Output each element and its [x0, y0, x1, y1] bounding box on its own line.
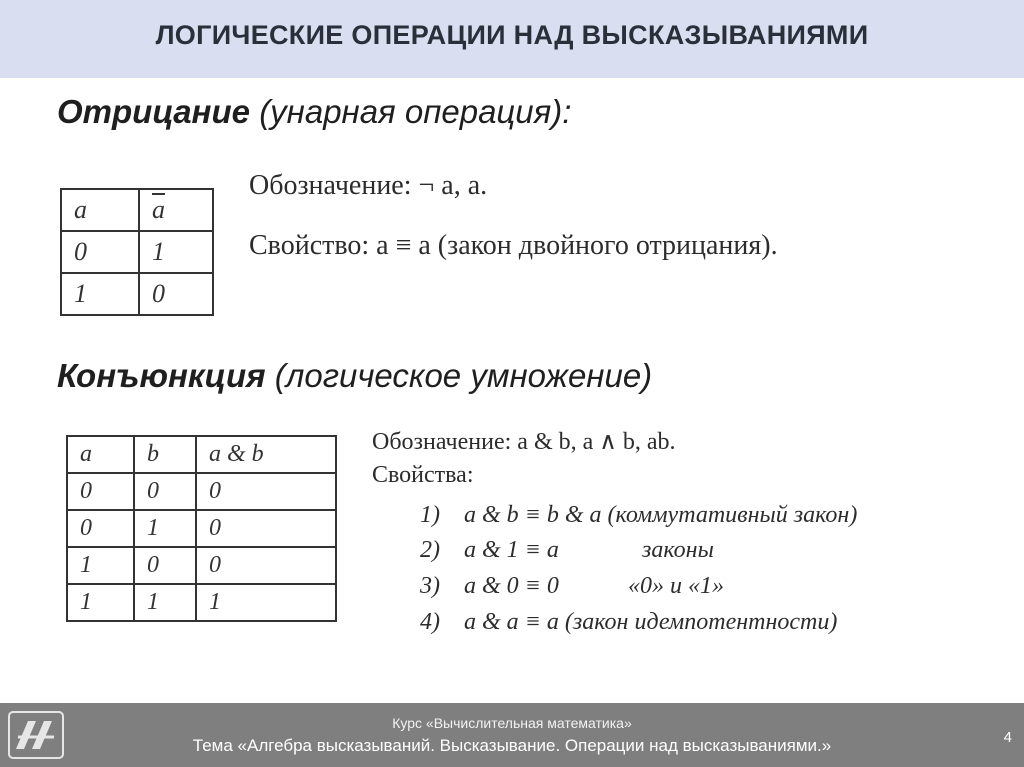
- footer-course: Курс «Вычислительная математика»: [392, 715, 632, 731]
- conjunction-property: [420, 609, 837, 636]
- laws-note: законы: [642, 537, 714, 563]
- table-cell: 1: [196, 584, 336, 621]
- conjunction-designation: Обозначение: a & b, a ∧ b, ab.: [372, 429, 676, 455]
- negation-name: Отрицание: [57, 93, 251, 130]
- table-cell: 1: [67, 547, 134, 584]
- conjunction-properties-label: Свойства:: [372, 462, 474, 488]
- table-row: [67, 584, 336, 621]
- property-number: 2): [420, 537, 440, 563]
- table-row: [67, 436, 336, 473]
- property-text: a & b ≡ b & a (коммутативный закон): [464, 502, 858, 528]
- table-cell: 1: [139, 231, 213, 273]
- slide-footer: [0, 703, 1024, 767]
- table-cell: 0: [67, 510, 134, 547]
- conjunction-property: [420, 573, 559, 600]
- table-row: [61, 231, 213, 273]
- conjunction-truth-table: [66, 435, 337, 622]
- property-text: a & 1 ≡ a: [464, 537, 559, 563]
- page-number: 4: [1003, 729, 1012, 746]
- table-cell: 0: [67, 473, 134, 510]
- conjunction-heading: [57, 357, 652, 395]
- conjunction-qualifier: (логическое умножение): [274, 357, 653, 394]
- table-header-cell: a & b: [196, 436, 336, 473]
- conjunction-property: [420, 502, 857, 529]
- negation-truth-table: [60, 188, 214, 316]
- table-row: [67, 473, 336, 510]
- table-cell: 0: [196, 547, 336, 584]
- slide-title: ЛОГИЧЕСКИЕ ОПЕРАЦИИ НАД ВЫСКАЗЫВАНИЯМИ: [155, 20, 869, 50]
- table-cell: 0: [196, 510, 336, 547]
- table-row: [67, 547, 336, 584]
- table-cell: 0: [61, 231, 139, 273]
- table-row: [61, 189, 213, 231]
- property-text: a & a ≡ a (закон идемпотентности): [464, 609, 838, 635]
- table-cell: 1: [134, 510, 196, 547]
- table-header-cell: a: [67, 436, 134, 473]
- slide-header: [0, 0, 1024, 78]
- table-cell: 1: [67, 584, 134, 621]
- negation-qualifier: (унарная операция):: [259, 93, 572, 130]
- negation-designation: Обозначение: ¬ a, a.: [249, 170, 488, 201]
- table-cell: 0: [196, 473, 336, 510]
- table-header-cell: a: [61, 189, 139, 231]
- negation-property: Свойство: a ≡ a (закон двойного отрицания).: [249, 230, 778, 261]
- table-cell: 1: [61, 273, 139, 315]
- property-text: a & 0 ≡ 0: [464, 573, 559, 599]
- table-row: [67, 510, 336, 547]
- table-row: [61, 273, 213, 315]
- property-number: 3): [420, 573, 440, 599]
- table-cell: 0: [134, 547, 196, 584]
- conjunction-property: [420, 537, 559, 564]
- table-header-cell: b: [134, 436, 196, 473]
- negation-heading: [57, 93, 571, 131]
- table-cell: 1: [134, 584, 196, 621]
- table-cell: 0: [134, 473, 196, 510]
- conjunction-name: Конъюнкция: [57, 357, 266, 394]
- laws-note-constants: «0» и «1»: [628, 573, 724, 599]
- property-number: 1): [420, 502, 440, 528]
- table-header-cell: $\overline{a}$: [139, 189, 213, 231]
- table-cell: 0: [139, 273, 213, 315]
- property-number: 4): [420, 609, 440, 635]
- footer-topic: Тема «Алгебра высказываний. Высказывание. Операции над высказываниями.»: [192, 736, 832, 755]
